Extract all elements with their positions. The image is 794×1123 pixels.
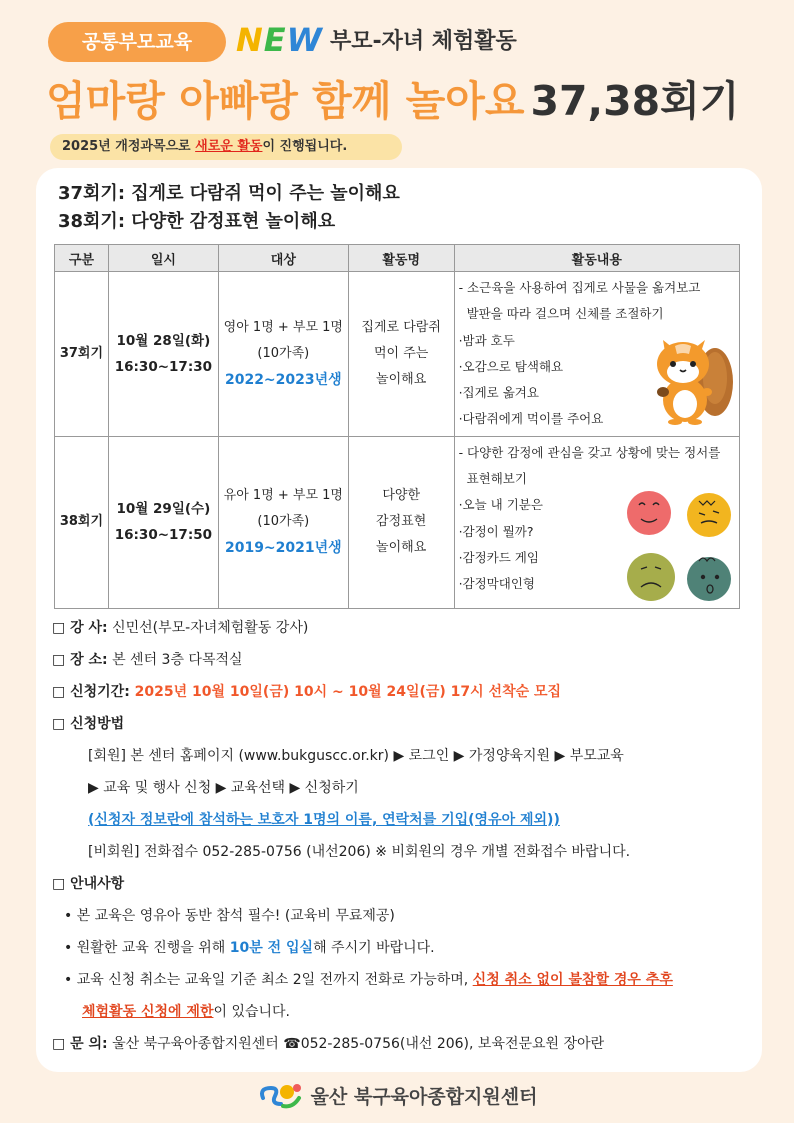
period-label: □ 신청기간: bbox=[52, 684, 130, 700]
page-title-text: 엄마랑 아빠랑 함께 놀아요 bbox=[46, 77, 525, 125]
content-line: ·오감으로 탐색해요 bbox=[458, 358, 564, 374]
emotion-faces-icon bbox=[623, 487, 735, 605]
activity-line: 놀이해요 bbox=[376, 371, 427, 387]
age-range: 2022~2023년생 bbox=[224, 371, 342, 388]
table-row bbox=[55, 272, 740, 437]
content-line: ·다람쥐에게 먹이를 주어요 bbox=[458, 411, 604, 427]
target-cell bbox=[218, 272, 348, 437]
place-label: □ 장 소: bbox=[52, 652, 108, 668]
target-families: (10가족) bbox=[257, 345, 310, 361]
target-people: 유아 1명 + 부모 1명 bbox=[223, 488, 343, 504]
new-logo bbox=[236, 20, 323, 60]
content-line: ·감정이 뭘까? bbox=[458, 523, 534, 539]
new-logo-w: W bbox=[286, 21, 323, 59]
method-row bbox=[52, 708, 742, 740]
content-line: 발판을 따라 걸으며 신체를 조절하기 bbox=[466, 306, 664, 322]
time: 16:30~17:30 bbox=[114, 358, 213, 375]
table-row bbox=[55, 436, 740, 608]
guide-item bbox=[52, 932, 742, 964]
activity-line: 놀이해요 bbox=[376, 540, 427, 556]
place-row bbox=[52, 644, 742, 676]
date: 10월 28일(화) bbox=[116, 332, 211, 349]
guide-item bbox=[52, 964, 742, 996]
content-line: - 소근육을 사용하여 집게로 사물을 옮겨보고 bbox=[458, 280, 701, 295]
header-round: 구분 bbox=[55, 245, 109, 272]
session-title-37: 37회기: 집게로 다람쥐 먹이 주는 놀이해요 bbox=[58, 183, 400, 204]
date: 10월 29일(수) bbox=[116, 501, 211, 518]
new-logo-e: E bbox=[263, 21, 287, 59]
activity-line: 집게로 다람쥐 bbox=[361, 319, 441, 335]
guide-row bbox=[52, 868, 742, 900]
activity-line: 감정표현 bbox=[376, 514, 427, 530]
content-line: 표현해보기 bbox=[466, 471, 527, 487]
header-target: 대상 bbox=[218, 245, 348, 272]
center-name: 울산 북구육아종합지원센터 bbox=[310, 1085, 538, 1108]
squirrel-icon bbox=[649, 330, 733, 426]
round-cell: 38회기 bbox=[55, 436, 109, 608]
place-value: 본 센터 3층 다목적실 bbox=[107, 652, 243, 668]
contact-row bbox=[52, 1028, 742, 1060]
method-member-line: [회원] 본 센터 홈페이지 (www.bukguscc.or.kr) ▶ 로그인 ▶ 가정양육지원 ▶ 부모교육 bbox=[88, 748, 624, 764]
page-header bbox=[0, 0, 794, 170]
footer-logo-group bbox=[257, 1080, 538, 1110]
content-cell bbox=[454, 272, 739, 437]
notice-highlight: 새로운 활동 bbox=[195, 139, 263, 154]
page-title bbox=[46, 72, 739, 130]
guide-text: 해 주시기 바랍니다. bbox=[313, 940, 435, 956]
activity-line: 다양한 bbox=[382, 488, 421, 504]
center-logo-icon bbox=[257, 1080, 305, 1110]
schedule-table bbox=[54, 244, 740, 609]
content-line: ·감정막대인형 bbox=[458, 576, 535, 592]
notice-text-end: 이 진행됩니다. bbox=[262, 139, 348, 154]
activity-line: 먹이 주는 bbox=[373, 345, 429, 361]
content-line: ·오늘 내 기분은 bbox=[458, 497, 543, 513]
round-cell: 37회기 bbox=[55, 272, 109, 437]
instructor-value: 신민선(부모-자녀체험활동 강사) bbox=[107, 620, 309, 636]
target-people: 영아 1명 + 부모 1명 bbox=[223, 319, 343, 335]
guide-item: • 본 교육은 영유아 동반 참석 필수! (교육비 무료제공) bbox=[64, 908, 395, 924]
guide-text: 이 있습니다. bbox=[213, 1004, 290, 1020]
guide-warning: 신청 취소 없이 불참할 경우 추후 bbox=[472, 972, 673, 988]
target-cell bbox=[218, 436, 348, 608]
new-logo-n: N bbox=[236, 21, 264, 59]
session-title-38: 38회기: 다양한 감정표현 놀이해요 bbox=[58, 211, 336, 232]
new-curriculum-notice bbox=[50, 134, 402, 160]
activity-cell bbox=[348, 436, 454, 608]
age-range: 2019~2021년생 bbox=[224, 540, 342, 557]
content-card bbox=[36, 168, 762, 1072]
header-activity-name: 활동명 bbox=[348, 245, 454, 272]
content-line: ·밤과 호두 bbox=[458, 332, 515, 348]
guide-text: • 교육 신청 취소는 교육일 기준 최소 2일 전까지 전화로 가능하며, bbox=[64, 972, 473, 988]
category-badge: 공통부모교육 bbox=[48, 22, 226, 62]
content-line: ·감정카드 게임 bbox=[458, 549, 539, 565]
contact-value: 울산 북구육아종합지원센터 ☎052-285-0756(내선 206), 보육전문요원 장아란 bbox=[107, 1036, 605, 1052]
page-title-number: 37,38회기 bbox=[530, 77, 740, 125]
guide-warning: 체험활동 신청에 제한 bbox=[82, 1004, 214, 1020]
target-families: (10가족) bbox=[257, 514, 310, 530]
page-subtitle: 부모-자녀 체험활동 bbox=[330, 29, 517, 54]
guide-item-continued bbox=[52, 996, 742, 1028]
guide-highlight: 10분 전 입실 bbox=[229, 940, 314, 956]
period-value: 2025년 10월 10일(금) 10시 ~ 10월 24일(금) 17시 선착순 모집 bbox=[129, 684, 562, 700]
method-note-text: (신청자 정보란에 참석하는 보호자 1명의 이름, 연락처를 기입(영유아 제외)) bbox=[88, 812, 560, 828]
method-nonmember-line: [비회원] 전화접수 052-285-0756 (내선206) ※ 비회원의 경우 개별 전화접수 바랍니다. bbox=[88, 844, 631, 860]
instructor-row bbox=[52, 612, 742, 644]
content-line: - 다양한 감정에 관심을 갖고 상황에 맞는 정서를 bbox=[458, 444, 721, 460]
page-footer bbox=[0, 1080, 794, 1116]
method-note bbox=[52, 804, 742, 836]
session-titles bbox=[58, 180, 400, 236]
info-section bbox=[52, 612, 742, 1060]
guide-text: • 원활한 교육 진행을 위해 bbox=[64, 940, 230, 956]
time: 16:30~17:50 bbox=[114, 527, 213, 544]
method-member-line-2: ▶ 교육 및 행사 신청 ▶ 교육선택 ▶ 신청하기 bbox=[88, 780, 359, 796]
datetime-cell bbox=[108, 436, 218, 608]
activity-cell bbox=[348, 272, 454, 437]
table-header-row bbox=[55, 245, 740, 272]
header-datetime: 일시 bbox=[108, 245, 218, 272]
datetime-cell bbox=[108, 272, 218, 437]
contact-label: □ 문 의: bbox=[52, 1036, 108, 1052]
content-line: ·집게로 옮겨요 bbox=[458, 385, 539, 401]
content-cell bbox=[454, 436, 739, 608]
period-row bbox=[52, 676, 742, 708]
notice-text: 2025년 개정과목으로 bbox=[62, 139, 196, 154]
header-activity-content: 활동내용 bbox=[454, 245, 739, 272]
instructor-label: □ 강 사: bbox=[52, 620, 108, 636]
guide-label: □ 안내사항 bbox=[52, 876, 125, 892]
method-label: □ 신청방법 bbox=[52, 716, 125, 732]
